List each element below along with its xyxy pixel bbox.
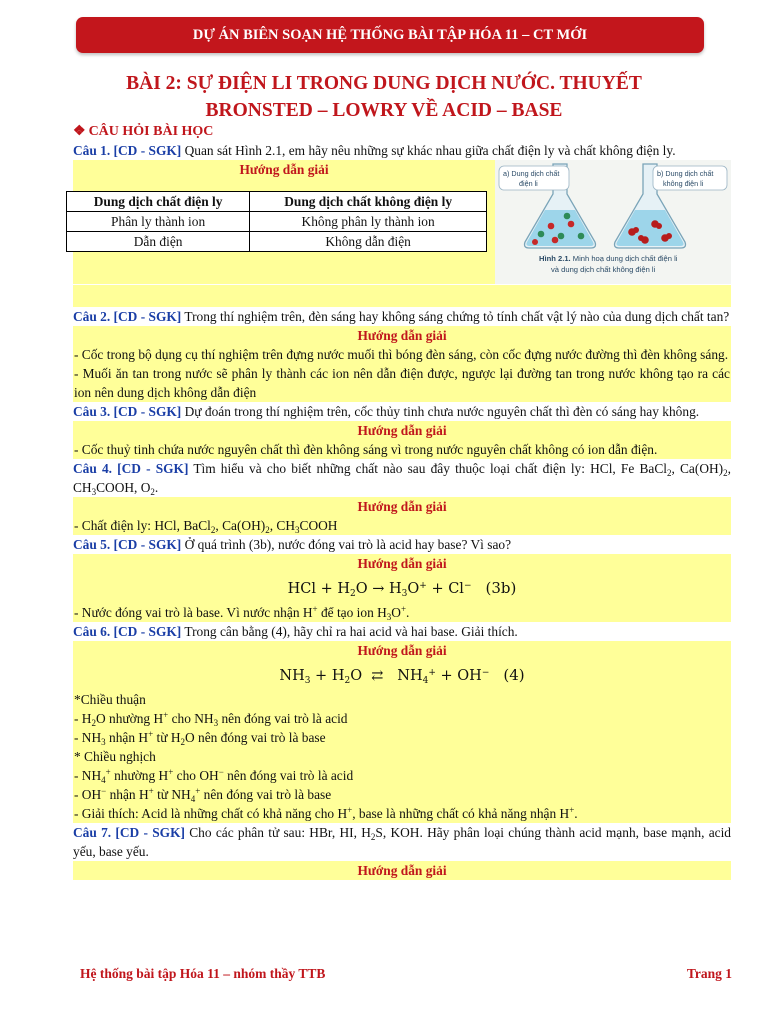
question-4: Câu 4. [CD - SGK] Tìm hiểu và cho biết những chất nào sau đây thuộc loại chất điện ly: HCl, Fe BaCl$_2$, $Ca(OH)_2$, $CH_3COOH$, $O_2$. bbox=[73, 461, 731, 497]
lesson-title-line-2: BRONSTED – LOWRY VỀ ACID – BASE bbox=[205, 100, 563, 121]
question-6: Câu 6. [CD - SGK] Trong cân bằng (4), hãy chỉ ra hai acid và hai base. Giải thích. bbox=[73, 624, 518, 639]
svg-text:điện li: điện li bbox=[519, 179, 538, 188]
question-3: Câu 3. [CD - SGK] Dự đoán trong thí nghiệm trên, cốc thủy tinh chưa nước nguyên chất thì đèn có sáng hay không. bbox=[73, 404, 700, 419]
equation-3b: HCl + $H_2O \to H_3O^+ + Cl^-$ (3b) bbox=[287, 579, 517, 599]
answer-heading: Hướng dẫn giải bbox=[357, 499, 447, 514]
beaker-illustration bbox=[495, 160, 731, 284]
section-heading: ❖ CÂU HỎI BÀI HỌC bbox=[73, 124, 214, 139]
answer-heading: Hướng dẫn giải bbox=[357, 328, 447, 343]
answer-2-block: Hướng dẫn giải - Cốc trong bộ dụng cụ thí nghiệm trên đựng nước muối thì bóng đèn sáng, còn cốc đựng nước đường thì đèn không sáng. - Muối ăn tan trong nước sẽ phân ly thành các ion nên dẫn điện được, ngược lại đường tan trong nước không tạo ra các ion nên dung dịch không dẫn điện bbox=[74, 328, 730, 400]
table-cell: Phân ly thành ion bbox=[67, 212, 250, 232]
footer-title: Hệ thống bài tập Hóa 11 – nhóm thầy TTB bbox=[80, 966, 326, 981]
answer-heading: Hướng dẫn giải bbox=[357, 863, 447, 878]
table-cell: Dẫn điện bbox=[67, 232, 250, 252]
table-cell: Không dẫn điện bbox=[250, 232, 487, 252]
lesson-title bbox=[0, 70, 768, 124]
answer-heading: Hướng dẫn giải bbox=[357, 423, 447, 438]
answer-4-block: Hướng dẫn giải - Chất điện ly: HCl, BaCl$_2$, $Ca(OH)_2$, $CH_3COOH$ bbox=[73, 497, 731, 535]
table-row bbox=[67, 232, 487, 252]
svg-text:không điện li: không điện li bbox=[663, 179, 704, 188]
svg-text:và dung dịch chất không điện l: và dung dịch chất không điện li bbox=[551, 265, 656, 274]
figure-label-a: a) Dung dịch chất bbox=[503, 169, 560, 178]
table-row bbox=[67, 212, 487, 232]
answer-6-block: Hướng dẫn giải $NH_3 + H_2O$ ⇄ $NH_4^+ + OH^-$ (4) *Chiều thuận - $H_2O$ nhường H+ cho $NH_3$ nên đóng vai trò là acid - $NH_3$ nhận H+ từ $H_2O$ nên đóng vai trò là base * Chiều nghịch - $NH_4^+$ nhường H+ cho OH− nên đóng vai trò là acid - OH− nhận H+ từ $NH_4^+$ nên đóng vai trò là base - Giải thích: Acid là những chất có khả năng cho H+, base là những chất có khả năng nhận H+. bbox=[73, 641, 731, 823]
diamond-icon: ❖ bbox=[73, 124, 86, 139]
page-number: Trang 1 bbox=[686, 966, 732, 981]
table-header: Dung dịch chất điện ly bbox=[67, 192, 250, 212]
question-1: Câu 1. [CD - SGK] Quan sát Hình 2.1, em hãy nêu những sự khác nhau giữa chất điện ly và chất không điện ly. bbox=[73, 143, 676, 158]
document-body bbox=[73, 122, 731, 880]
equation-4: $NH_3 + H_2O$ ⇄ $NH_4^+ + OH^-$ (4) bbox=[279, 666, 525, 686]
header-banner: DỰ ÁN BIÊN SOẠN HỆ THỐNG BÀI TẬP HÓA 11 – CT MỚI bbox=[76, 17, 704, 53]
lesson-title-line-1: BÀI 2: SỰ ĐIỆN LI TRONG DUNG DỊCH NƯỚC. THUYẾT bbox=[126, 73, 642, 94]
answer-heading: Hướng dẫn giải bbox=[357, 556, 447, 571]
answer-7-block bbox=[73, 861, 731, 880]
comparison-table bbox=[66, 191, 487, 252]
question-2: Câu 2. [CD - SGK] Trong thí nghiệm trên, đèn sáng hay không sáng chứng tỏ tính chất vật lý nào của dung dịch chất tan? bbox=[73, 309, 730, 324]
answer-3-block: Hướng dẫn giải - Cốc thuỷ tinh chứa nước nguyên chất thì đèn không sáng vì trong nước nguyên chất không có ion dẫn điện. bbox=[73, 421, 731, 459]
figure-label-b: b) Dung dịch chất bbox=[657, 169, 714, 178]
figure-2-1 bbox=[495, 160, 731, 284]
answer-1-block bbox=[73, 160, 731, 284]
table-cell: Không phân ly thành ion bbox=[250, 212, 487, 232]
answer-heading: Hướng dẫn giải bbox=[239, 162, 329, 177]
answer-5-block: Hướng dẫn giải HCl + $H_2O \to H_3O^+ + Cl^-$ (3b) - Nước đóng vai trò là base. Vì nước nhận H+ để tạo ion $H_3O^+$. bbox=[73, 554, 731, 622]
table-header: Dung dịch chất không điện ly bbox=[250, 192, 487, 212]
question-7: Câu 7. [CD - SGK] Cho các phân tử sau: HBr, HI, $H_2S$, KOH. Hãy phân loại chúng thành acid mạnh, base mạnh, acid yếu, base yếu. bbox=[73, 825, 732, 859]
question-5: Câu 5. [CD - SGK] Ở quá trình (3b), nước đóng vai trò là acid hay base? Vì sao? bbox=[73, 537, 512, 552]
answer-heading: Hướng dẫn giải bbox=[357, 643, 447, 658]
figure-caption: Hình 2.1. Minh hoạ dung dịch chất điện li bbox=[539, 254, 678, 263]
table-row bbox=[67, 192, 487, 212]
